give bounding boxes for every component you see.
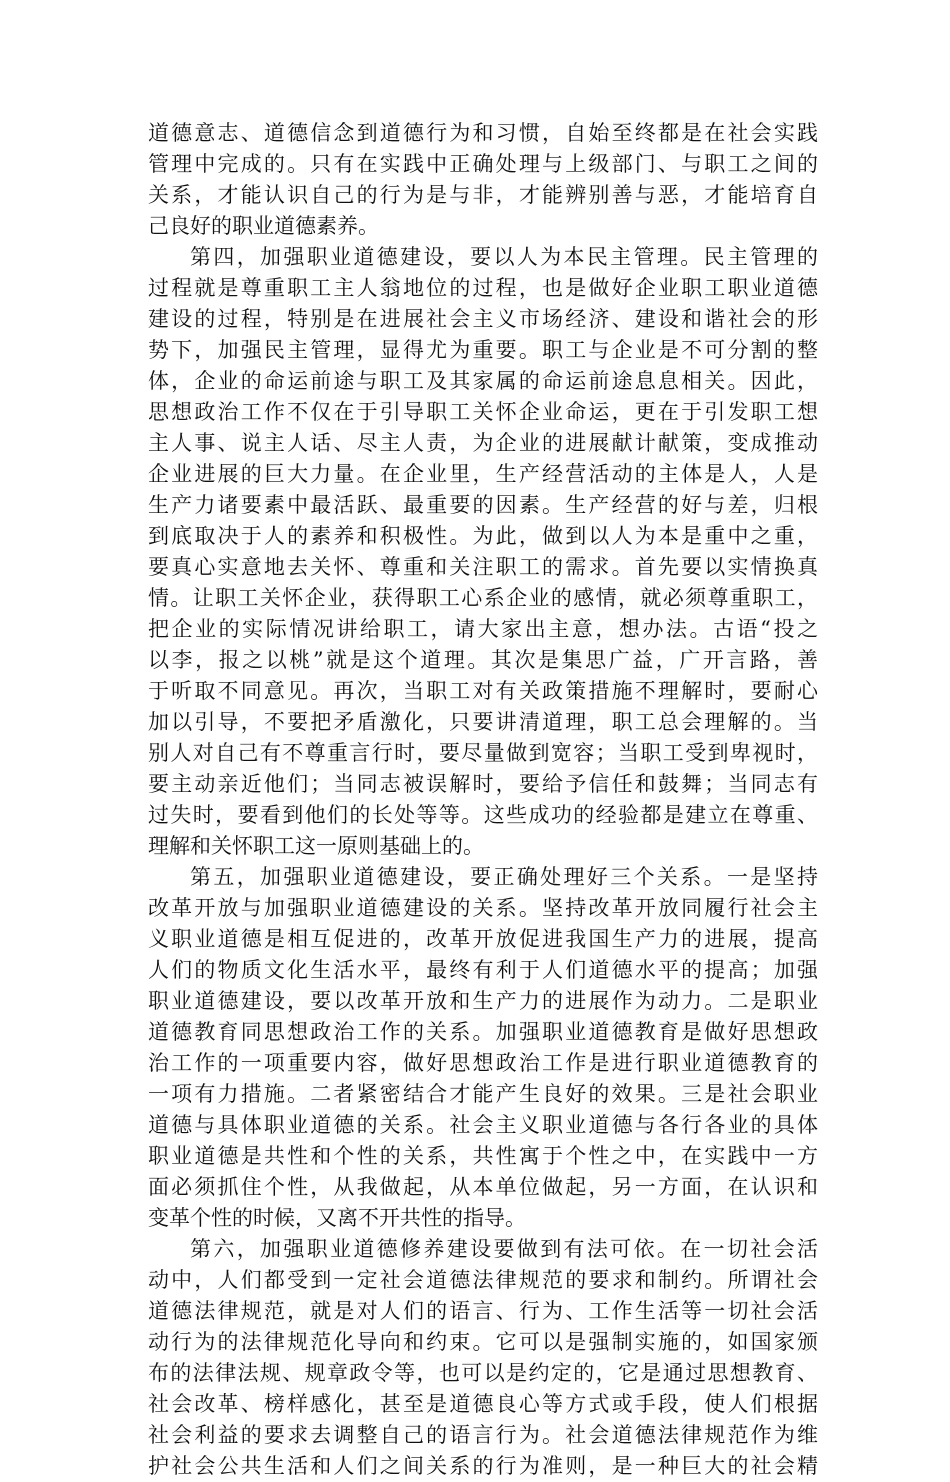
text-line: 道德法律规范，就是对人们的语言、行为、工作生活等一切社会活 xyxy=(148,1299,818,1323)
text-line: 职业道德建设，要以改革开放和生产力的进展作为动力。二是职业 xyxy=(148,989,818,1013)
text-line: 加以引导，不要把矛盾激化，只要讲清道理，职工总会理解的。当 xyxy=(148,710,818,734)
text-line: 治工作的一项重要内容，做好思想政治工作是进行职业道德教育的 xyxy=(148,1051,818,1075)
text-line: 护社会公共生活和人们之间关系的行为准则，是一种巨大的社会精 xyxy=(148,1454,818,1478)
text-line: 体，企业的命运前途与职工及其家属的命运前途息息相关。因此， xyxy=(148,369,818,393)
text-line: 到底取决于人的素养和积极性。为此，做到以人为本是重中之重， xyxy=(148,524,818,548)
text-line: 道德意志、道德信念到道德行为和习惯，自始至终都是在社会实践 xyxy=(148,121,818,145)
text-line: 过程就是尊重职工主人翁地位的过程，也是做好企业职工职业道德 xyxy=(148,276,818,300)
text-line: 势下，加强民主管理，显得尤为重要。职工与企业是不可分割的整 xyxy=(148,338,818,362)
text-line: 改革开放与加强职业道德建设的关系。坚持改革开放同履行社会主 xyxy=(148,896,818,920)
text-line: 过失时，要看到他们的长处等等。这些成功的经验都是建立在尊重、 xyxy=(148,803,818,827)
paragraph-end-line: 己良好的职业道德素养。 xyxy=(148,214,379,238)
text-line: 道德教育同思想政治工作的关系。加强职业道德教育是做好思想政 xyxy=(148,1020,818,1044)
text-line: 别人对自己有不尊重言行时，要尽量做到宽容；当职工受到卑视时， xyxy=(148,741,818,765)
text-line: 社会改革、榜样感化，甚至是道德良心等方式或手段，使人们根据 xyxy=(148,1392,818,1416)
text-line: 管理中完成的。只有在实践中正确处理与上级部门、与职工之间的 xyxy=(148,152,818,176)
text-line: 把企业的实际情况讲给职工，请大家出主意，想办法。古语“投之 xyxy=(148,617,818,641)
text-line: 建设的过程，特别是在进展社会主义市场经济、建设和谐社会的形 xyxy=(148,307,818,331)
text-line: 动行为的法律规范化导向和约束。它可以是强制实施的，如国家颁 xyxy=(148,1330,818,1354)
document-page xyxy=(148,118,818,1482)
text-line: 情。让职工关怀企业，获得职工心系企业的感情，就必须尊重职工， xyxy=(148,586,818,610)
text-line: 生产力诸要素中最活跃、最重要的因素。生产经营的好与差，归根 xyxy=(148,493,818,517)
text-line: 面必须抓住个性，从我做起，从本单位做起，另一方面，在认识和 xyxy=(148,1175,818,1199)
paragraph-end-line: 变革个性的时候，又离不开共性的指导。 xyxy=(148,1206,526,1230)
text-line: 要真心实意地去关怀、尊重和关注职工的需求。首先要以实情换真 xyxy=(148,555,818,579)
text-line: 企业进展的巨大力量。在企业里，生产经营活动的主体是人，人是 xyxy=(148,462,818,486)
text-line: 动中，人们都受到一定社会道德法律规范的要求和制约。所谓社会 xyxy=(148,1268,818,1292)
paragraph-start-line: 第五，加强职业道德建设，要正确处理好三个关系。一是坚持 xyxy=(190,865,818,889)
text-line: 一项有力措施。二者紧密结合才能产生良好的效果。三是社会职业 xyxy=(148,1082,818,1106)
text-line: 于听取不同意见。再次，当职工对有关政策措施不理解时，要耐心 xyxy=(148,679,818,703)
text-line: 道德与具体职业道德的关系。社会主义职业道德与各行各业的具体 xyxy=(148,1113,818,1137)
text-line: 布的法律法规、规章政令等，也可以是约定的，它是通过思想教育、 xyxy=(148,1361,818,1385)
paragraph-start-line: 第六，加强职业道德修养建设要做到有法可依。在一切社会活 xyxy=(190,1237,818,1261)
paragraph-end-line: 理解和关怀职工这一原则基础上的。 xyxy=(148,834,484,858)
text-line: 关系，才能认识自己的行为是与非，才能辨别善与恶，才能培育自 xyxy=(148,183,818,207)
text-line: 思想政治工作不仅在于引导职工关怀企业命运，更在于引发职工想 xyxy=(148,400,818,424)
text-line: 社会利益的要求去调整自己的语言行为。社会道德法律规范作为维 xyxy=(148,1423,818,1447)
text-line: 以李，报之以桃”就是这个道理。其次是集思广益，广开言路，善 xyxy=(148,648,818,672)
text-line: 人们的物质文化生活水平，最终有利于人们道德水平的提高；加强 xyxy=(148,958,818,982)
paragraph-start-line: 第四，加强职业道德建设，要以人为本民主管理。民主管理的 xyxy=(190,245,818,269)
text-line: 主人事、说主人话、尽主人责，为企业的进展献计献策，变成推动 xyxy=(148,431,818,455)
text-line: 职业道德是共性和个性的关系，共性寓于个性之中，在实践中一方 xyxy=(148,1144,818,1168)
text-line: 要主动亲近他们；当同志被误解时，要给予信任和鼓舞；当同志有 xyxy=(148,772,818,796)
text-line: 义职业道德是相互促进的，改革开放促进我国生产力的进展，提高 xyxy=(148,927,818,951)
